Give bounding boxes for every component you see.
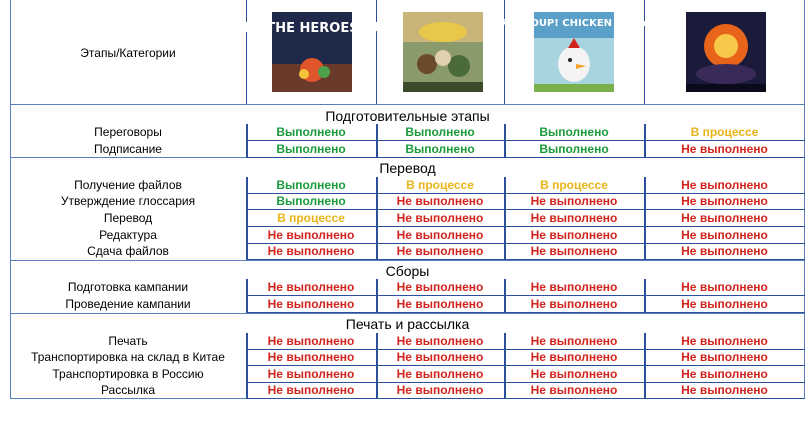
table-row — [10, 243, 805, 259]
column-tick — [644, 177, 646, 193]
categories-header: Этапы/Категории — [80, 45, 176, 60]
column-tick — [246, 141, 248, 157]
column-tick — [504, 193, 506, 209]
column-tick — [246, 333, 248, 349]
status-cell: Не выполнено — [267, 297, 355, 311]
column-tick — [376, 177, 378, 193]
status-cell: Не выполнено — [530, 334, 618, 348]
column-tick — [246, 366, 248, 382]
row-label: Сдача файлов — [87, 244, 169, 258]
status-cell: Выполнено — [276, 178, 346, 192]
column-tick — [376, 243, 378, 259]
status-cell: Не выполнено — [681, 334, 768, 348]
section-title-fundraising: Сборы — [385, 263, 430, 279]
column-tick — [644, 349, 646, 365]
table-row — [10, 382, 805, 398]
column-tick — [504, 177, 506, 193]
header-divider — [376, 0, 377, 105]
column-tick — [644, 141, 646, 157]
column-tick — [644, 227, 646, 243]
column-tick — [644, 366, 646, 382]
table-row — [10, 366, 805, 382]
table-row — [10, 349, 805, 365]
table-row — [10, 210, 805, 226]
status-cell: Не выполнено — [530, 280, 618, 294]
column-tick — [376, 210, 378, 226]
status-cell: Не выполнено — [530, 211, 618, 225]
status-cell: Не выполнено — [681, 228, 768, 242]
row-label: Переговоры — [94, 125, 162, 139]
row-label: Подписание — [94, 142, 162, 156]
row-separator — [246, 140, 805, 141]
column-tick — [644, 296, 646, 312]
status-cell: Не выполнено — [530, 367, 618, 381]
column-tick — [644, 193, 646, 209]
row-label: Подготовка кампании — [67, 280, 189, 294]
section-rule — [10, 260, 805, 261]
status-cell: В процессе — [690, 125, 759, 139]
table-row — [10, 227, 805, 243]
column-tick — [246, 243, 248, 259]
section-title-preparation: Подготовительные этапы — [325, 108, 490, 124]
status-cell: Выполнено — [405, 125, 475, 139]
row-separator — [246, 382, 805, 383]
status-cell: Не выполнено — [267, 228, 355, 242]
status-cell: Не выполнено — [530, 297, 618, 311]
table-row — [10, 141, 805, 157]
status-cell: Не выполнено — [396, 367, 484, 381]
status-cell: Не выполнено — [681, 297, 768, 311]
status-cell: Не выполнено — [681, 142, 768, 156]
row-label: Транспортировка на склад в Китае — [31, 350, 225, 364]
status-cell: Не выполнено — [681, 178, 768, 192]
row-separator — [246, 295, 805, 296]
column-tick — [504, 227, 506, 243]
column-tick — [376, 382, 378, 398]
status-cell: Не выполнено — [530, 228, 618, 242]
table-row — [10, 279, 805, 295]
column-tick — [644, 124, 646, 140]
row-separator — [246, 243, 805, 244]
status-cell: Не выполнено — [396, 280, 484, 294]
column-tick — [246, 177, 248, 193]
status-cell: Не выполнено — [681, 383, 768, 397]
status-cell: Выполнено — [405, 142, 475, 156]
section-title-printing: Печать и рассылка — [345, 316, 470, 332]
column-tick — [644, 279, 646, 295]
column-tick — [246, 227, 248, 243]
status-cell: Выполнено — [539, 125, 609, 139]
section-title-translation: Перевод — [379, 160, 436, 176]
status-cell: Не выполнено — [267, 280, 355, 294]
status-cell: В процессе — [277, 211, 345, 225]
status-cell: Не выполнено — [396, 383, 484, 397]
column-tick — [246, 124, 248, 140]
header-divider — [246, 0, 247, 105]
column-tick — [644, 382, 646, 398]
row-separator — [246, 209, 805, 210]
status-cell: Не выполнено — [530, 244, 618, 258]
status-cell: Не выполнено — [530, 194, 618, 208]
row-label: Печать — [108, 334, 148, 348]
row-separator — [246, 398, 805, 399]
header-divider — [504, 0, 505, 105]
status-cell: Не выполнено — [267, 334, 355, 348]
status-cell: Не выполнено — [396, 297, 484, 311]
column-tick — [504, 243, 506, 259]
row-label: Получение файлов — [74, 178, 182, 192]
status-cell: Не выполнено — [681, 194, 768, 208]
column-tick — [246, 210, 248, 226]
column-tick — [376, 333, 378, 349]
row-separator — [246, 349, 805, 350]
table-row — [10, 177, 805, 193]
row-label: Утверждение глоссария — [60, 194, 196, 208]
row-label: Перевод — [103, 211, 153, 225]
column-tick — [504, 279, 506, 295]
column-tick — [644, 333, 646, 349]
column-tick — [246, 382, 248, 398]
status-cell: Не выполнено — [681, 367, 768, 381]
keep-the-heroes-out-box — [224, 12, 400, 92]
status-cell: Не выполнено — [267, 350, 355, 364]
header-divider — [644, 0, 645, 105]
column-tick — [504, 382, 506, 398]
row-separator — [246, 259, 805, 260]
status-cell: Не выполнено — [396, 350, 484, 364]
table-row — [10, 124, 805, 140]
column-tick — [644, 210, 646, 226]
table-row — [10, 333, 805, 349]
column-tick — [504, 296, 506, 312]
column-tick — [376, 279, 378, 295]
status-cell: Выполнено — [276, 142, 346, 156]
row-label: Проведение кампании — [65, 297, 191, 311]
box-cover-text: REGROUP! CHICKEN ARMY — [499, 18, 649, 29]
game-4-box — [686, 12, 766, 92]
status-cell: Не выполнено — [396, 211, 484, 225]
status-cell: Не выполнено — [681, 280, 768, 294]
regroup-chicken-army-box — [499, 12, 649, 92]
status-cell: Не выполнено — [396, 228, 484, 242]
column-tick — [504, 124, 506, 140]
column-tick — [504, 210, 506, 226]
column-tick — [376, 193, 378, 209]
box-cover-text: KEEP THE HEROES OUT! — [224, 21, 400, 36]
column-tick — [504, 349, 506, 365]
status-cell: В процессе — [406, 178, 474, 192]
column-tick — [376, 124, 378, 140]
status-cell: Не выполнено — [396, 244, 484, 258]
status-cell: Не выполнено — [530, 383, 618, 397]
status-cell: Не выполнено — [681, 350, 768, 364]
column-tick — [504, 333, 506, 349]
status-cell: Не выполнено — [681, 244, 768, 258]
column-tick — [376, 227, 378, 243]
status-cell: Выполнено — [276, 125, 346, 139]
row-label: Редактура — [99, 228, 157, 242]
row-label: Транспортировка в Россию — [52, 367, 204, 381]
status-cell: Не выполнено — [681, 211, 768, 225]
row-separator — [246, 312, 805, 313]
status-cell: Не выполнено — [396, 334, 484, 348]
game-2-box — [403, 12, 483, 92]
header-bottom-rule — [10, 104, 805, 105]
column-tick — [376, 296, 378, 312]
column-tick — [644, 243, 646, 259]
row-label: Рассылка — [100, 383, 156, 397]
table-row — [10, 193, 805, 209]
status-cell: Выполнено — [539, 142, 609, 156]
table-row — [10, 296, 805, 312]
row-separator — [246, 365, 805, 366]
row-separator — [246, 157, 805, 158]
status-cell: Не выполнено — [267, 367, 355, 381]
row-separator — [246, 226, 805, 227]
status-cell: Выполнено — [276, 194, 346, 208]
column-tick — [246, 349, 248, 365]
status-cell: В процессе — [540, 178, 608, 192]
status-cell: Не выполнено — [530, 350, 618, 364]
section-rule — [10, 313, 805, 314]
column-tick — [246, 193, 248, 209]
column-tick — [376, 366, 378, 382]
column-tick — [246, 296, 248, 312]
row-separator — [246, 193, 805, 194]
status-cell: Не выполнено — [396, 194, 484, 208]
column-tick — [376, 141, 378, 157]
column-tick — [504, 141, 506, 157]
column-tick — [246, 279, 248, 295]
column-tick — [504, 366, 506, 382]
status-cell: Не выполнено — [267, 244, 355, 258]
status-cell: Не выполнено — [267, 383, 355, 397]
column-tick — [376, 349, 378, 365]
